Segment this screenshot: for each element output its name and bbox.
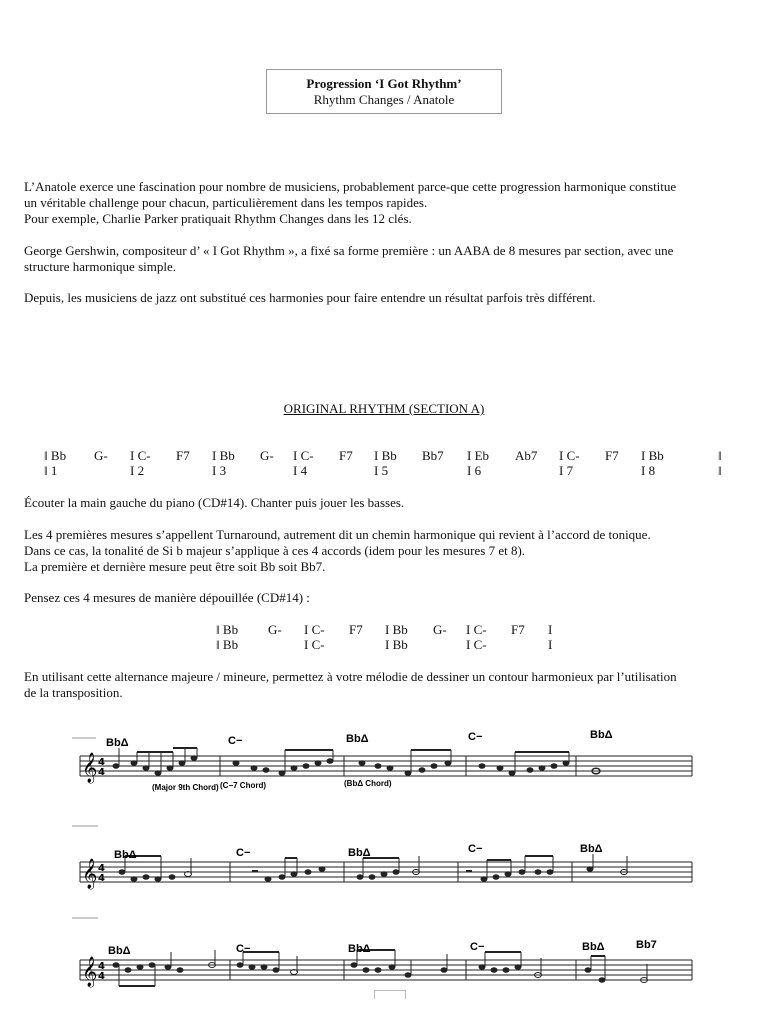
chord: F7 xyxy=(349,622,363,637)
score-system-2 xyxy=(72,822,696,898)
text-line: Depuis, les musiciens de jazz ont substitué ces harmonies pour faire entendre un résultat parfois très différent. xyxy=(24,290,596,305)
chord-symbol: C− xyxy=(236,943,251,955)
intro-paragraph-1 xyxy=(24,179,744,227)
chord: Bb7 xyxy=(422,448,444,463)
chord: F7 xyxy=(511,622,525,637)
measure-number: I 7 xyxy=(559,463,574,478)
page-subtitle: Rhythm Changes / Anatole xyxy=(313,92,455,107)
text-line: Les 4 premières mesures s’appellent Turnaround, autrement dit un chemin harmonique qui revient à l’accord de tonique. xyxy=(24,527,651,542)
section-title: ORIGINAL RHYTHM (SECTION A) xyxy=(283,401,485,416)
chord-symbol: BbΔ xyxy=(582,941,605,953)
chord-symbol: BbΔ xyxy=(114,849,137,861)
chord-symbol: BbΔ xyxy=(108,945,131,957)
chord: Ab7 xyxy=(515,448,538,463)
text-line: L’Anatole exerce une fascination pour nombre de musiciens, probablement parce-que cette progression harmonique constitue xyxy=(24,179,677,194)
chord: I C- xyxy=(293,448,314,463)
chord: G- xyxy=(268,622,282,637)
chord: F7 xyxy=(605,448,619,463)
svg-text:4: 4 xyxy=(98,767,105,778)
listen-paragraph xyxy=(24,495,744,511)
progression-chords xyxy=(0,448,768,464)
progression-measures xyxy=(0,463,768,479)
text-line: Pour exemple, Charlie Parker pratiquait Rhythm Changes dans les 12 clés. xyxy=(24,211,412,226)
chord: F7 xyxy=(176,448,190,463)
annotation: (C−7 Chord) xyxy=(220,781,266,790)
chord: I C- xyxy=(304,637,325,652)
chord: ǁ xyxy=(718,448,722,463)
chord-symbol: Bb7 xyxy=(636,939,657,951)
music-staff xyxy=(72,822,696,898)
chord: I Bb xyxy=(385,637,408,652)
chord-symbol: C− xyxy=(470,941,485,953)
closing-paragraph xyxy=(24,669,744,701)
measure-number: I 5 xyxy=(374,463,389,478)
measure-number: I 2 xyxy=(130,463,145,478)
measure-number: ǁ 1 xyxy=(44,463,58,478)
chord: ǁ Bb xyxy=(216,622,239,637)
music-staff xyxy=(72,726,696,798)
chord-symbol: C− xyxy=(468,731,483,743)
text-line: un véritable challenge pour chacun, particulièrement dans les tempos rapides. xyxy=(24,195,428,210)
text-line: structure harmonique simple. xyxy=(24,259,176,274)
chord-symbol: BbΔ xyxy=(348,847,371,859)
simple-chords-row-2 xyxy=(0,637,768,653)
measure-number: ǁ xyxy=(718,463,722,478)
text-line: Dans ce cas, la tonalité de Si b majeur s’applique à ces 4 accords (idem pour les mesures 7 et 8). xyxy=(24,543,526,558)
chord: I C- xyxy=(559,448,580,463)
chord: ǁ Bb xyxy=(44,448,67,463)
chord: I Bb xyxy=(374,448,397,463)
score-system-1 xyxy=(72,726,696,798)
text-line: La première et dernière mesure peut être soit Bb soit Bb7. xyxy=(24,559,326,574)
chord: ǁ Bb xyxy=(216,637,239,652)
chord: G- xyxy=(94,448,108,463)
svg-text:4: 4 xyxy=(98,863,105,874)
title-box xyxy=(266,69,502,114)
chord-symbol: BbΔ xyxy=(346,733,369,745)
chord: I xyxy=(548,637,553,652)
chord-symbol: C− xyxy=(236,847,251,859)
chord: F7 xyxy=(339,448,353,463)
chord: I Bb xyxy=(641,448,664,463)
text-line: de la transposition. xyxy=(24,685,123,700)
svg-text:4: 4 xyxy=(98,873,105,884)
intro-paragraph-2 xyxy=(24,243,744,275)
simple-chords-row-1 xyxy=(0,622,768,638)
chord-symbol: C− xyxy=(228,735,243,747)
svg-text:4: 4 xyxy=(98,757,105,768)
chord: I C- xyxy=(304,622,325,637)
chord: I Bb xyxy=(385,622,408,637)
chord: I Bb xyxy=(212,448,235,463)
chord-symbol: C− xyxy=(468,843,483,855)
page-divider xyxy=(374,990,406,999)
chord: I C- xyxy=(466,637,487,652)
think-paragraph xyxy=(24,590,744,606)
treble-clef-icon: 𝄞 xyxy=(82,753,98,783)
text-line: George Gershwin, compositeur d’ « I Got Rhythm », a fixé sa forme première : un AABA de 8 mesures par section, avec une xyxy=(24,243,674,258)
annotation: (Major 9th Chord) xyxy=(152,783,219,792)
chord: I xyxy=(548,622,553,637)
score-system-3 xyxy=(72,914,696,998)
chord: I C- xyxy=(466,622,487,637)
chord: G- xyxy=(260,448,274,463)
page-title: Progression ‘I Got Rhythm’ xyxy=(306,76,462,91)
treble-clef-icon: 𝄞 xyxy=(82,957,98,987)
chord: I Eb xyxy=(467,448,490,463)
measure-number: I 6 xyxy=(467,463,482,478)
annotation: (BbΔ Chord) xyxy=(344,779,392,788)
chord-symbol: BbΔ xyxy=(590,729,613,741)
music-staff xyxy=(72,914,696,998)
intro-paragraph-3 xyxy=(24,290,744,306)
text-line: Écouter la main gauche du piano (CD#14). Chanter puis jouer les basses. xyxy=(24,495,405,510)
chord: I C- xyxy=(130,448,151,463)
measure-number: I 8 xyxy=(641,463,656,478)
measure-number: I 4 xyxy=(293,463,308,478)
treble-clef-icon: 𝄞 xyxy=(82,859,98,889)
text-line: En utilisant cette alternance majeure / mineure, permettez à votre mélodie de dessiner un contour harmonieux par l’utilisation xyxy=(24,669,677,684)
chord-symbol: BbΔ xyxy=(348,943,371,955)
text-line: Pensez ces 4 mesures de manière dépouillée (CD#14) : xyxy=(24,590,310,605)
svg-text:4: 4 xyxy=(98,971,105,982)
measure-number: I 3 xyxy=(212,463,227,478)
chord: G- xyxy=(433,622,447,637)
chord-symbol: BbΔ xyxy=(106,737,129,749)
turnaround-paragraph xyxy=(24,527,744,575)
svg-text:4: 4 xyxy=(98,961,105,972)
chord-symbol: BbΔ xyxy=(580,843,603,855)
